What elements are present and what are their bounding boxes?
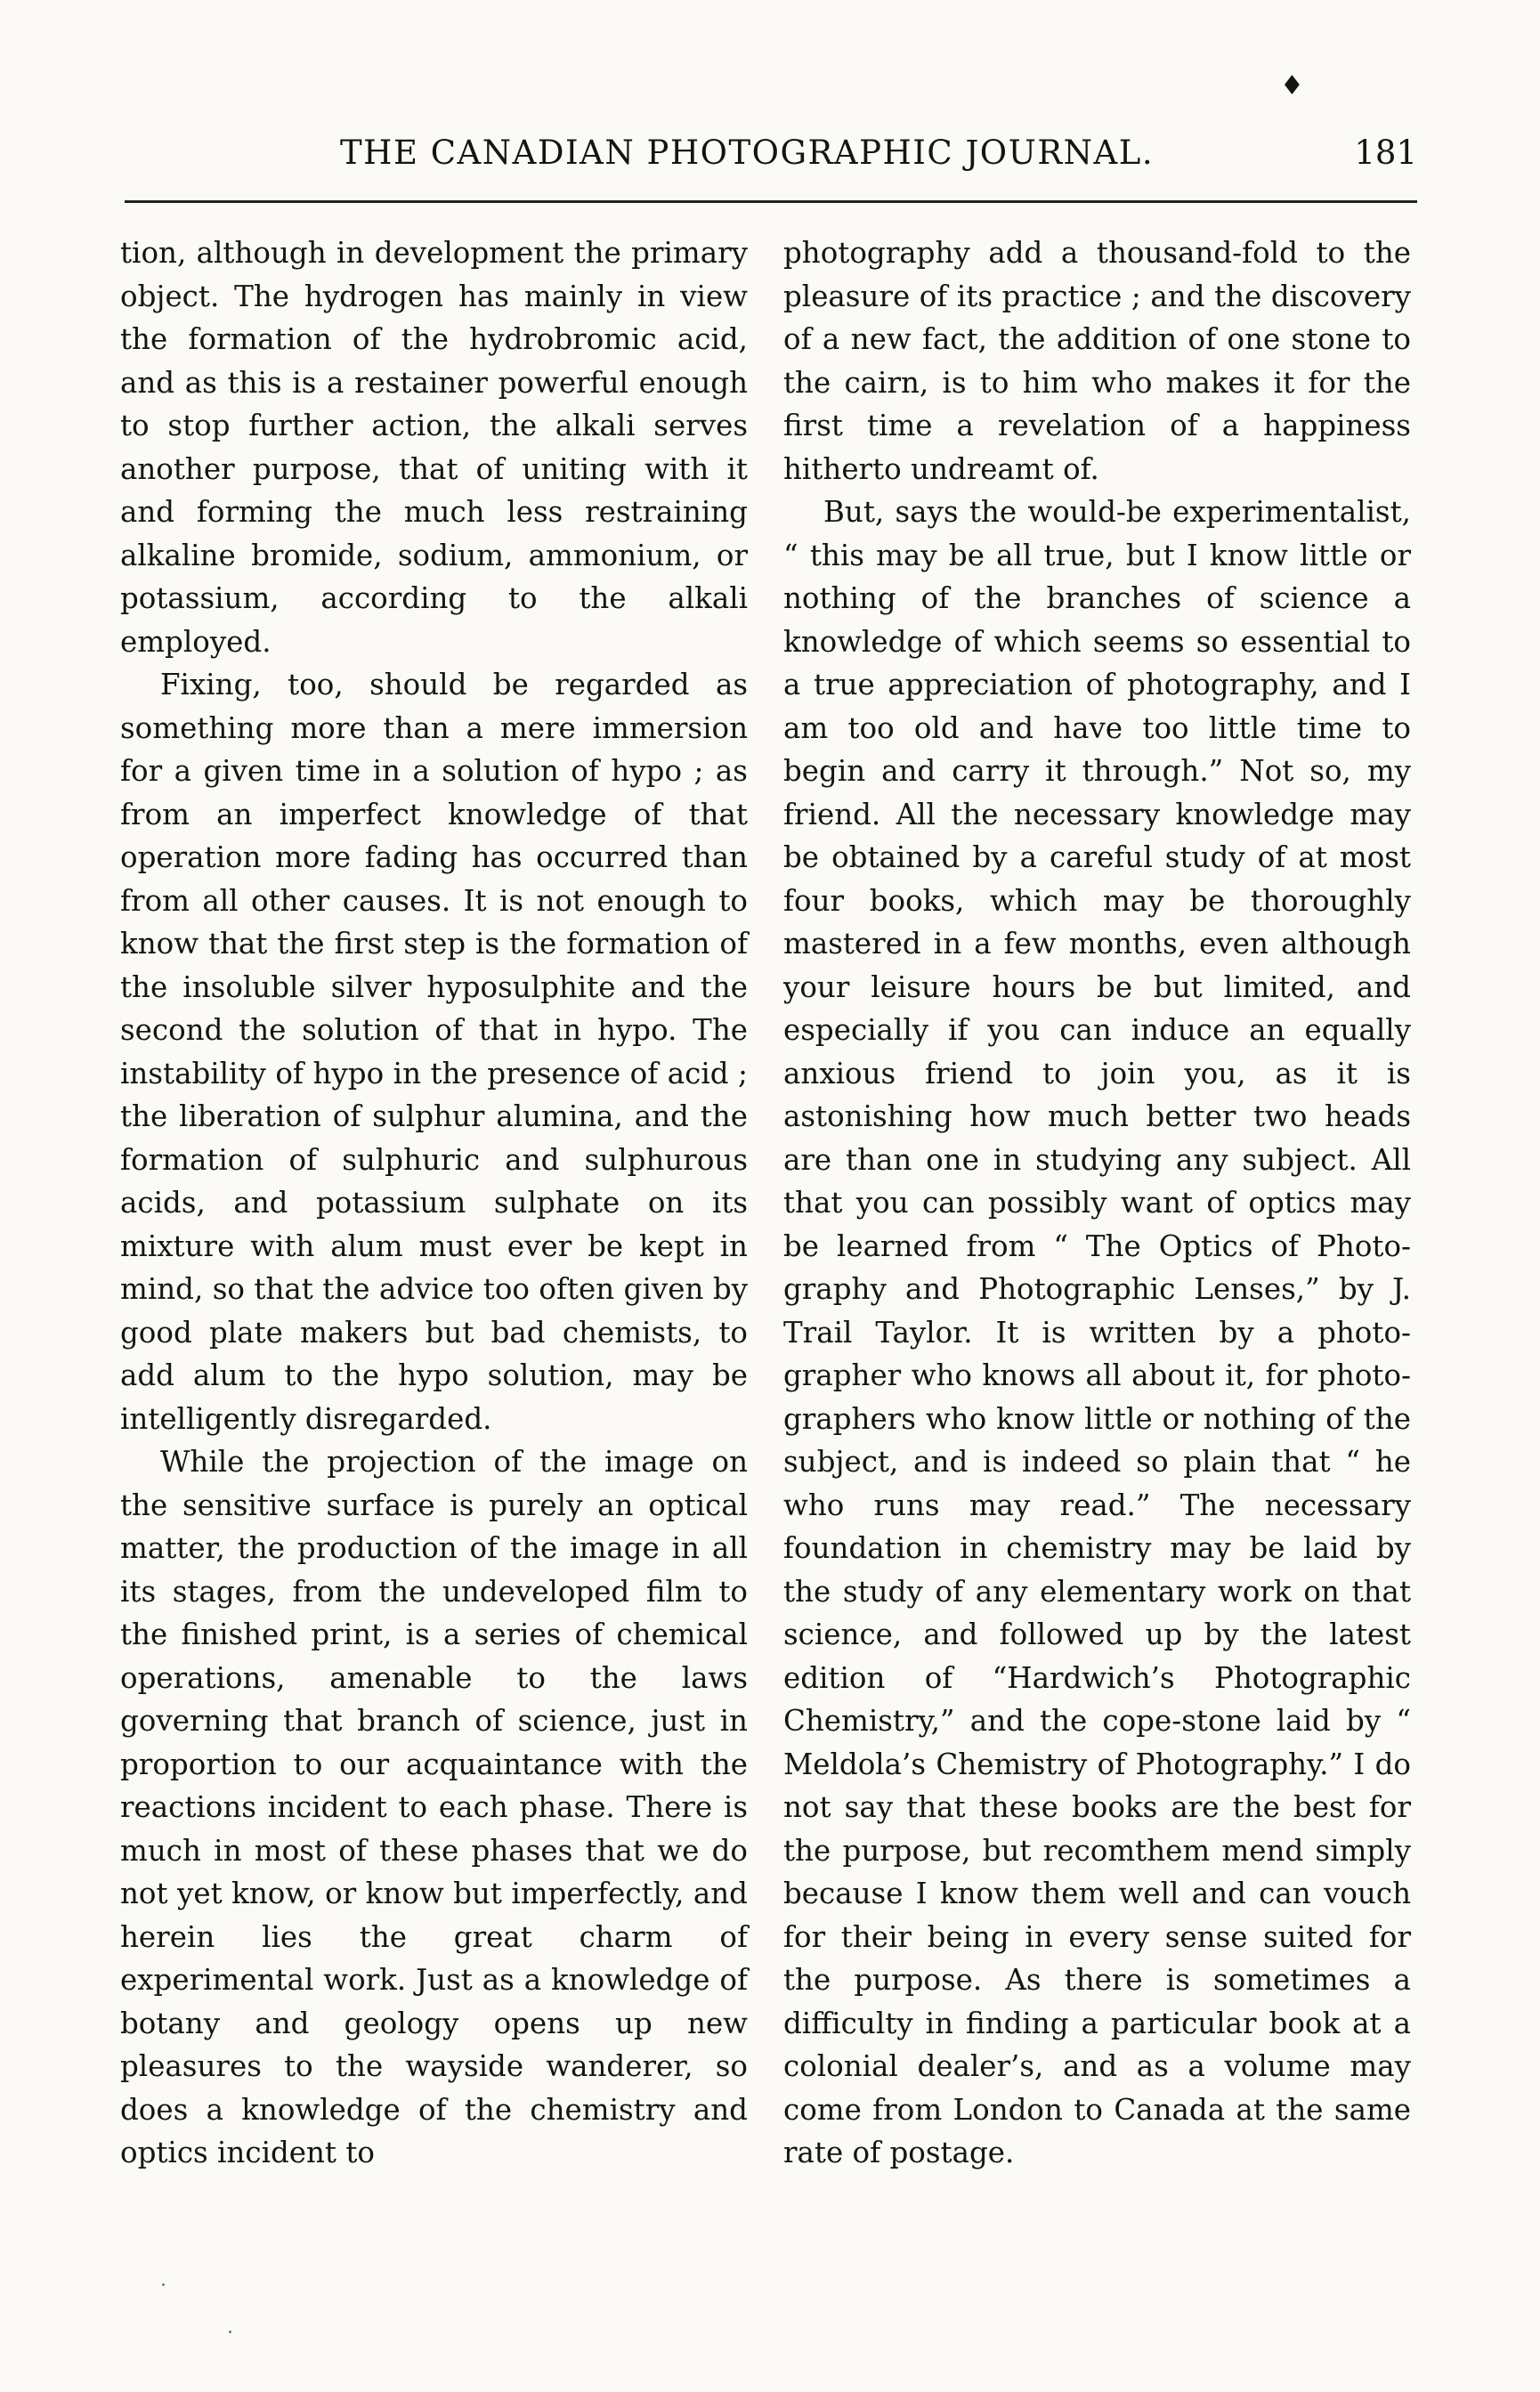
left-column (120, 231, 748, 2175)
running-head: THE CANADIAN PHOTOGRAPHIC JOURNAL. (340, 134, 1155, 172)
paragraph: Fixing, too, should be regarded as something more than a mere immersion for a given time in a solution of hypo ; as from an imperfect knowledge of that operation more fading has occurred than from all other causes. It is not enough to know that the first step is the formation of the insoluble silver hyposulphite and the second the solution of that in hypo. The instability of hypo in the presence of acid ; the liberation of sulphur alumina, and the formation of sulphuric and sulphurous acids, and potassium sulphate on its mixture with alum must ever be kept in mind, so that the advice too often given by good plate makers but bad chemists, to add alum to the hypo solution, may be intelligently disregarded. (120, 668, 748, 1436)
ornament-mark: ♦ (1280, 70, 1304, 101)
paragraph: While the projection of the image on the sensitive surface is purely an optical matter, the production of the image in all its stages, from the undeveloped film to the finished print, is a series of chemical operations, amenable to the laws governing that branch of science, just in proportion to our acquaintance with the reactions incident to each phase. There is much in most of these phases that we do not yet know, or know but imperfectly, and herein lies the great charm of experimental work. Just as a knowledge of botany and geology opens up new pleasures to the wayside wanderer, so does a knowledge of the chemistry and optics incident to (120, 1445, 748, 2169)
paper-speck (162, 2283, 165, 2286)
right-column (783, 231, 1411, 2175)
page-header (125, 132, 1417, 187)
header-rule (125, 200, 1417, 203)
paper-speck (229, 2331, 231, 2333)
paragraph: photography add a thousand-fold to the pleasure of its practice ; and the discovery of a new fact, the addition of one stone to the cairn, is to him who makes it for the first time a revelation of a happiness hitherto undreamt of. (783, 236, 1411, 486)
paragraph: tion, although in development the primary object. The hydrogen has mainly in view the formation of the hydrobromic acid, and as this is a restainer powerful enough to stop further action, the alkali serves another purpose, that of uniting with it and forming the much less restraining alkaline bromide, sodium, ammonium, or potassium, according to the alkali employed. (120, 236, 748, 659)
paragraph: But, says the would-be experimentalist, “ this may be all true, but I know little or nothing of the branches of science a knowledge of which seems so essential to a true appreciation of photography, and I am too old and have too little time to begin and carry it through.” Not so, my friend. All the necessary knowledge may be obtained by a careful study of at most four books, which may be thoroughly mastered in a few months, even although your leisure hours be but limited, and especially if you can induce an equally anxious friend to join you, as it is astonishing how much better two heads are than one in studying any subject. All that you can possibly want of optics may be learned from “ The Optics of Photography and Photographic Lenses,” by J. Trail Taylor. It is written by a photographer who knows all about it, for photographers who know little or nothing of the subject, and is indeed so plain that “ he who runs may read.” The necessary foundation in chemistry may be laid by the study of any elementary work on that science, and followed up by the latest edition of “Hardwich’s Photographic Chemistry,” and the cope-stone laid by “ Meldola’s Chemistry of Photography.” I do not say that these books are the best for the purpose, but recomthem mend simply because I know them well and can vouch for their being in every sense suited for the purpose. As there is sometimes a difficulty in finding a particular book at a colonial dealer’s, and as a volume may come from London to Canada at the same rate of postage. (783, 495, 1411, 2169)
page-number: 181 (1354, 134, 1417, 172)
